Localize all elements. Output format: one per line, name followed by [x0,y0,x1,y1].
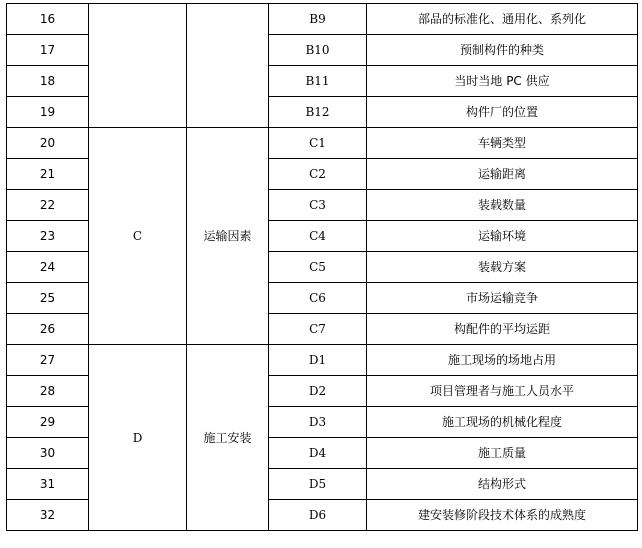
table-row [7,128,638,159]
category-code-cell [89,4,187,128]
factor-name-cell: 装载数量 [367,190,638,221]
factor-code-cell: C3 [269,190,367,221]
factor-code-cell: B9 [269,4,367,35]
table-row [7,4,638,35]
category-code-cell: C [89,128,187,345]
factor-name-cell: 部品的标准化、通用化、系列化 [367,4,638,35]
factor-code-cell: D1 [269,345,367,376]
factor-name-cell: 车辆类型 [367,128,638,159]
factor-name-cell: 当时当地 PC 供应 [367,66,638,97]
row-number-cell: 30 [7,438,89,469]
factor-name-cell: 构件厂的位置 [367,97,638,128]
row-number-cell: 29 [7,407,89,438]
factor-code-cell: D3 [269,407,367,438]
factor-name-cell: 建安装修阶段技术体系的成熟度 [367,500,638,531]
row-number-cell: 22 [7,190,89,221]
factor-code-cell: B10 [269,35,367,66]
row-number-cell: 27 [7,345,89,376]
factor-name-cell: 运输距离 [367,159,638,190]
factor-code-cell: B11 [269,66,367,97]
row-number-cell: 18 [7,66,89,97]
row-number-cell: 32 [7,500,89,531]
factor-table [6,3,638,531]
factor-name-cell: 项目管理者与施工人员水平 [367,376,638,407]
factor-code-cell: C7 [269,314,367,345]
factor-code-cell: D5 [269,469,367,500]
row-number-cell: 21 [7,159,89,190]
factor-code-cell: C6 [269,283,367,314]
factor-name-cell: 施工质量 [367,438,638,469]
factor-name-cell: 构配件的平均运距 [367,314,638,345]
factor-code-cell: D4 [269,438,367,469]
factor-code-cell: D6 [269,500,367,531]
factor-name-cell: 施工现场的场地占用 [367,345,638,376]
row-number-cell: 19 [7,97,89,128]
table-row [7,345,638,376]
row-number-cell: 26 [7,314,89,345]
row-number-cell: 25 [7,283,89,314]
category-name-cell: 运输因素 [187,128,269,345]
factor-code-cell: D2 [269,376,367,407]
row-number-cell: 20 [7,128,89,159]
factor-code-cell: C1 [269,128,367,159]
row-number-cell: 17 [7,35,89,66]
row-number-cell: 28 [7,376,89,407]
row-number-cell: 31 [7,469,89,500]
factor-name-cell: 施工现场的机械化程度 [367,407,638,438]
factor-code-cell: C2 [269,159,367,190]
factor-code-cell: B12 [269,97,367,128]
factor-name-cell: 预制构件的种类 [367,35,638,66]
factor-name-cell: 运输环境 [367,221,638,252]
category-name-cell: 施工安装 [187,345,269,531]
row-number-cell: 16 [7,4,89,35]
row-number-cell: 23 [7,221,89,252]
factor-name-cell: 结构形式 [367,469,638,500]
factor-code-cell: C5 [269,252,367,283]
category-code-cell: D [89,345,187,531]
factor-table-body [7,4,638,531]
row-number-cell: 24 [7,252,89,283]
factor-name-cell: 市场运输竞争 [367,283,638,314]
category-name-cell [187,4,269,128]
factor-name-cell: 装载方案 [367,252,638,283]
factor-code-cell: C4 [269,221,367,252]
